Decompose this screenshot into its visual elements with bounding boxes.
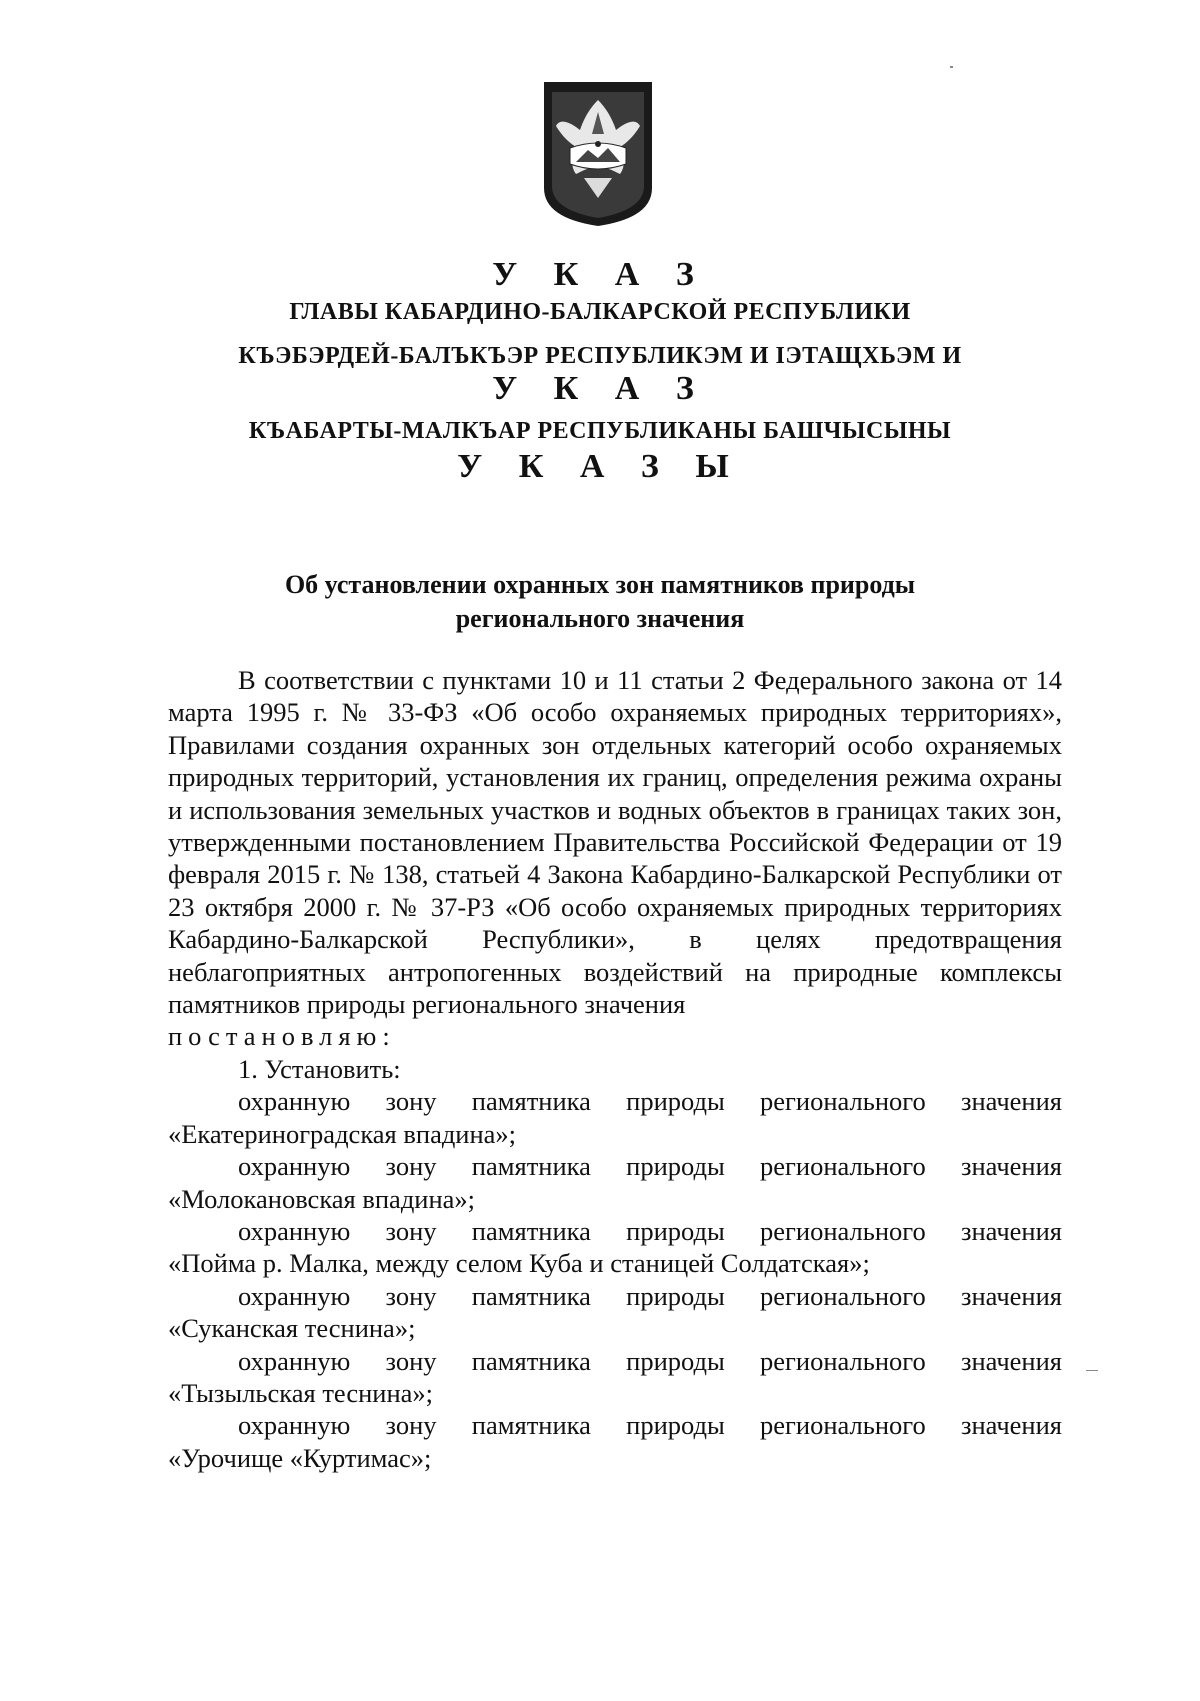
list-item: [168, 1280, 1062, 1345]
eagle-emblem-icon: [540, 78, 656, 228]
zone-lead: охранную зону памятника природы регионального значения: [238, 1410, 1062, 1441]
list-item: [168, 1085, 1062, 1150]
zone-name: «Тызыльская теснина»;: [168, 1377, 433, 1408]
document-title: [160, 568, 1040, 636]
coat-of-arms-emblem: [540, 78, 656, 228]
zone-name: «Урочище «Куртимас»;: [168, 1442, 432, 1473]
zone-name: «Пойма р. Малка, между селом Куба и станицей Солдатская»;: [168, 1248, 870, 1279]
scan-artifact: [1086, 1370, 1098, 1371]
point-1-label: 1. Установить:: [238, 1053, 401, 1084]
zone-lead: охранную зону памятника природы регионального значения: [238, 1280, 1062, 1311]
zone-name: «Молокановская впадина»;: [168, 1183, 476, 1214]
zone-name: «Екатериноградская впадина»;: [168, 1118, 517, 1149]
zone-lead: охранную зону памятника природы регионального значения: [238, 1086, 1062, 1117]
title-line-2: регионального значения: [455, 604, 745, 633]
list-item: [168, 1345, 1062, 1410]
institution-line-krc: КЪАБАРТЫ-МАЛКЪАР РЕСПУБЛИКАНЫ БАШЧЫСЫНЫ: [248, 418, 952, 444]
decree-word: постановляю:: [168, 1021, 396, 1052]
ukaz-heading-krc: У К А З Ы: [457, 448, 743, 485]
institution-line-ru: ГЛАВЫ КАБАРДИНО-БАЛКАРСКОЙ РЕСПУБЛИКИ: [289, 299, 911, 325]
document-body: [168, 664, 1062, 1474]
list-item: [168, 1215, 1062, 1280]
zone-name: «Суканская теснина»;: [168, 1313, 416, 1344]
scan-artifact: [950, 66, 953, 68]
institution-line-kbd: КЪЭБЭРДЕЙ-БАЛЪКЪЭР РЕСПУБЛИКЭМ И IЭТАЩХЬЭМ И: [238, 343, 962, 369]
list-item: [168, 1150, 1062, 1215]
ukaz-heading-ru: У К А З: [492, 256, 708, 293]
list-item: [168, 1409, 1062, 1474]
zone-lead: охранную зону памятника природы регионального значения: [238, 1151, 1062, 1182]
preamble-paragraph: В соответствии с пунктами 10 и 11 статьи 2 Федерального закона от 14 марта 1995 г. № 33-ФЗ «Об особо охраняемых природных территориях», Правилами создания охранных зон отдельных категорий особо охраняемых природных территорий, установления их границ, определения режима охраны и использования земельных участков и водных объектов в границах таких зон, утвержденными постановлением Правительства Российской Федерации от 19 февраля 2015 г. № 138, статьей 4 Закона Кабардино-Балкарской Республики от 23 октября 2000 г. № 37-РЗ «Об особо охраняемых природных территориях Кабардино-Балкарской Республики», в целях предотвращения неблагоприятных антропогенных воздействий на природные комплексы памятников природы регионального значения: [168, 665, 1062, 1020]
zone-lead: охранную зону памятника природы регионального значения: [238, 1215, 1062, 1246]
zone-lead: охранную зону памятника природы регионального значения: [238, 1345, 1062, 1376]
title-line-1: Об установлении охранных зон памятников природы: [284, 570, 916, 599]
ukaz-heading-kbd: У К А З: [492, 370, 708, 407]
